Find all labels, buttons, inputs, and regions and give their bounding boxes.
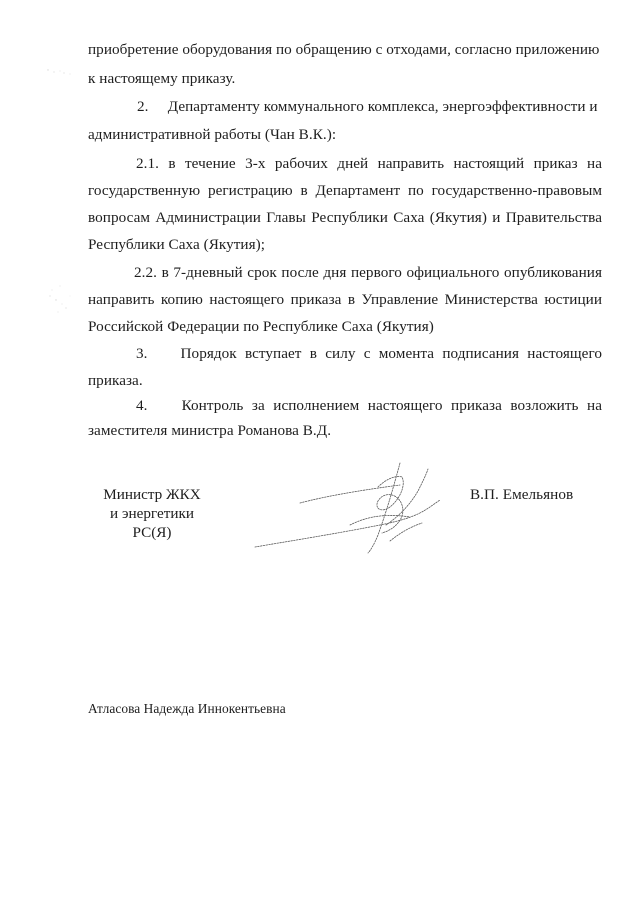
signer-title-line-2: и энергетики [110, 505, 194, 522]
executor-name: Атласова Надежда Иннокентьевна [88, 701, 286, 716]
paragraph-2-2-line-2: направить копию настоящего приказа в Управление Министерства юстиции [88, 291, 602, 308]
signer-title-line-1: Министр ЖКХ [103, 486, 201, 503]
paragraph-4-line-1: 4. Контроль за исполнением настоящего приказа возложить на [136, 397, 602, 414]
paragraph-2-line-2: административной работы (Чан В.К.): [88, 126, 337, 143]
signer-title-line-3: РС(Я) [132, 524, 172, 541]
signer-name: В.П. Емельянов [470, 486, 574, 503]
paragraph-3-line-1: 3. Порядок вступает в силу с момента подписания настоящего [136, 345, 602, 362]
paragraph-1-line-2: к настоящему приказу. [88, 70, 236, 87]
paragraph-1-line-1: приобретение оборудования по обращению с отходами, согласно приложению [88, 41, 600, 58]
paragraph-2-2-line-3: Российской Федерации по Республике Саха (Якутия) [88, 318, 434, 335]
paragraph-2-1-line-4: Республики Саха (Якутия); [88, 236, 266, 253]
paragraph-2-1-line-3: вопросам Администрации Главы Республики Саха (Якутия) и Правительства [88, 209, 602, 226]
paragraph-3-line-2: приказа. [88, 372, 143, 389]
signer-title [92, 485, 212, 542]
paragraph-2-1-line-1: 2.1. в течение 3-х рабочих дней направить настоящий приказ на [136, 155, 602, 172]
paragraph-2-line-1: 2. Департаменту коммунального комплекса, энергоэффективности и [137, 98, 598, 115]
paragraph-2-1-line-2: государственную регистрацию в Департамент по государственно-правовым [88, 182, 602, 199]
paragraph-4-line-2: заместителя министра Романова В.Д. [88, 422, 332, 439]
paragraph-2-2-line-1: 2.2. в 7-дневный срок после дня первого официального опубликования [134, 264, 602, 281]
handwritten-signature [250, 455, 450, 555]
scan-noise [0, 0, 90, 905]
